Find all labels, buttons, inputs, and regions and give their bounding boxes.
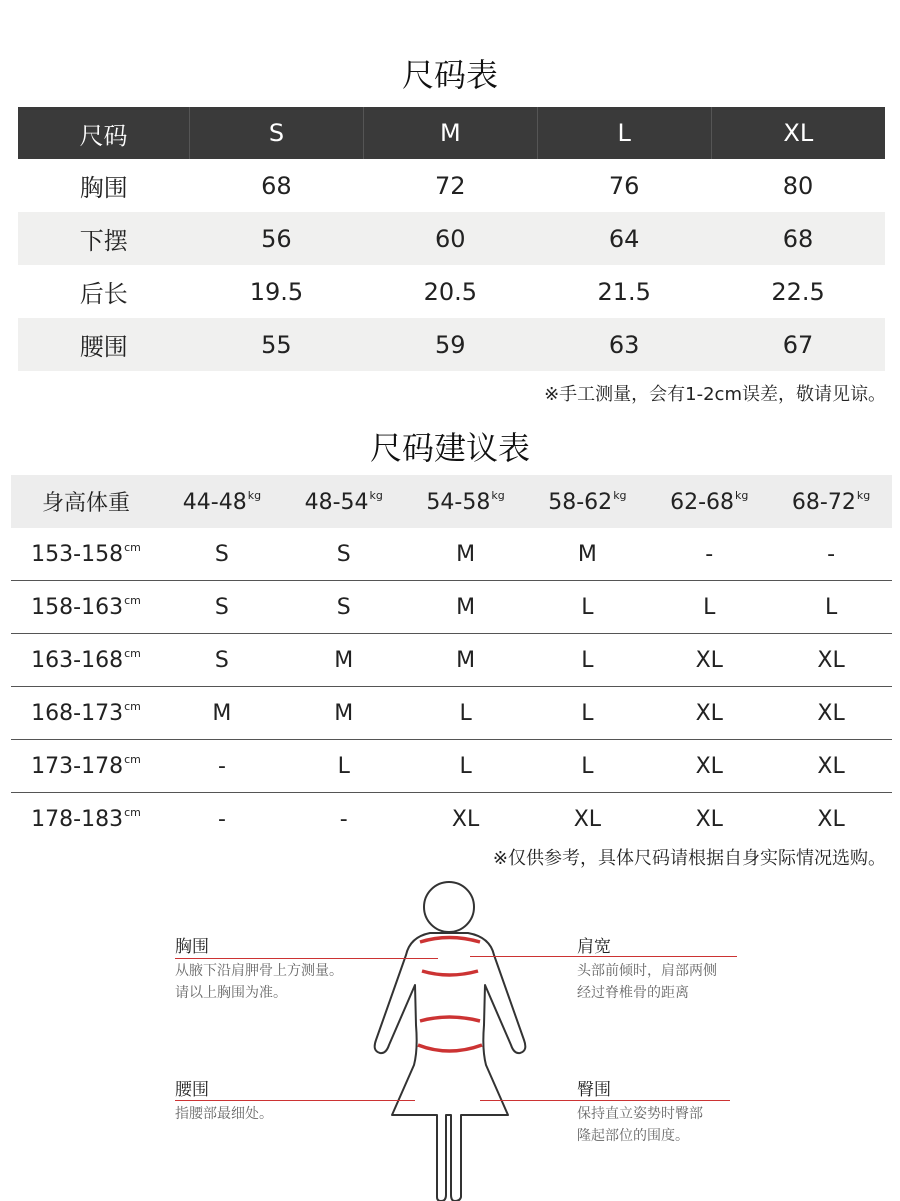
recommended-size: L	[526, 740, 648, 793]
recommended-size: M	[283, 687, 405, 740]
chest-measure-line	[422, 971, 478, 975]
hip-label: 臀围	[577, 1080, 611, 1100]
height-row	[11, 634, 892, 687]
weight-header-row	[11, 475, 892, 528]
recommended-size: -	[339, 806, 348, 832]
shoulder-description: 头部前倾时，肩部两侧 经过脊椎骨的距离	[577, 963, 717, 1001]
weight-unit: kg	[491, 488, 505, 502]
height-range: $173-178^{cm}$	[11, 740, 161, 793]
height-weight-corner: 身高体重	[11, 475, 161, 528]
size-chart-table	[18, 107, 885, 371]
size-header-row	[18, 107, 885, 159]
recommended-size: L	[526, 581, 648, 634]
chest-label: 胸围	[175, 937, 209, 957]
height-unit: cm	[124, 700, 141, 713]
head-shape	[424, 882, 474, 932]
height-row	[11, 793, 892, 846]
measurement-value: 22.5	[771, 277, 825, 306]
shoulder-measure-line	[420, 938, 480, 943]
weight-range-header: $62-68^{kg}$	[648, 475, 770, 528]
height-unit: cm	[124, 541, 141, 554]
recommended-size: S	[161, 528, 283, 581]
recommended-size: XL	[648, 634, 770, 687]
recommended-size: M	[526, 528, 648, 581]
weight-range-header: $44-48^{kg}$	[161, 475, 283, 528]
hip-leader-line	[480, 1100, 730, 1101]
weight-range-header: $54-58^{kg}$	[405, 475, 527, 528]
recommended-size: M	[161, 687, 283, 740]
height-range: $153-158^{cm}$	[11, 528, 161, 581]
measurement-value: 60	[363, 212, 537, 265]
recommended-size: M	[405, 581, 527, 634]
measurement-name: 腰围	[18, 318, 190, 371]
shoulder-label: 肩宽	[577, 937, 611, 957]
recommended-size: L	[405, 740, 527, 793]
recommended-size: M	[283, 634, 405, 687]
recommended-size: XL	[817, 806, 845, 832]
measurement-value: 72	[435, 171, 466, 200]
reference-note: ※仅供参考，具体尺码请根据自身实际情况选购。	[492, 848, 886, 869]
recommended-size: XL	[648, 687, 770, 740]
measurement-value: 64	[537, 212, 711, 265]
measurement-value: 68	[261, 171, 292, 200]
size-row	[18, 318, 885, 371]
height-row	[11, 740, 892, 793]
recommended-size: XL	[770, 740, 892, 793]
recommended-size: S	[283, 581, 405, 634]
recommended-size: XL	[451, 806, 480, 832]
measurement-name: 后长	[79, 280, 128, 308]
waist-leader-line	[175, 1100, 415, 1101]
weight-range-header: $68-72^{kg}$	[770, 475, 892, 528]
recommended-size: -	[648, 528, 770, 581]
torso-outline	[375, 933, 526, 1201]
recommended-size: M	[405, 528, 527, 581]
weight-unit: kg	[856, 488, 871, 502]
measurement-note: ※手工测量，会有1-2cm误差，敬请见谅。	[544, 384, 886, 405]
recommended-size: -	[161, 740, 283, 793]
recommended-size: L	[526, 634, 648, 687]
height-unit: cm	[124, 806, 141, 819]
recommended-size: L	[283, 740, 405, 793]
height-range: $163-168^{cm}$	[11, 634, 161, 687]
measurement-value: 19.5	[249, 277, 304, 306]
measurement-value: 80	[782, 171, 814, 200]
measurement-value: 59	[363, 318, 537, 371]
waist-label: 腰围	[175, 1080, 209, 1100]
recommended-size: XL	[770, 634, 892, 687]
size-row	[18, 159, 885, 212]
height-unit: cm	[124, 594, 141, 607]
measurement-value: 20.5	[423, 277, 478, 306]
size-header-cell: L	[537, 107, 711, 159]
weight-unit: kg	[369, 488, 383, 502]
recommended-size: XL	[648, 740, 770, 793]
waist-measure-line	[420, 1017, 480, 1021]
size-row	[18, 212, 885, 265]
recommended-size: L	[770, 581, 892, 634]
hip-description: 保持直立姿势时臀部 隆起部位的围度。	[577, 1106, 703, 1144]
weight-unit: kg	[735, 488, 749, 502]
size-header-cell: S	[190, 107, 364, 159]
recommended-size: S	[161, 581, 283, 634]
recommended-size: XL	[573, 806, 602, 832]
height-row	[11, 581, 892, 634]
height-unit: cm	[124, 647, 141, 660]
measurement-value: 67	[711, 318, 885, 371]
height-range: $158-163^{cm}$	[11, 581, 161, 634]
recommended-size: L	[648, 581, 770, 634]
measurement-value: 55	[190, 318, 364, 371]
measurement-name: 下摆	[18, 212, 190, 265]
size-chart-title: 尺码表	[401, 56, 498, 94]
recommended-size: L	[526, 687, 648, 740]
weight-range-header: $48-54^{kg}$	[283, 475, 405, 528]
recommended-size: -	[217, 806, 226, 832]
body-measurement-figure	[360, 875, 540, 1201]
recommended-size: S	[161, 634, 283, 687]
measurement-value: 56	[190, 212, 364, 265]
height-range: $178-183^{cm}$	[31, 806, 141, 832]
weight-unit: kg	[613, 488, 627, 502]
size-header-cell: M	[363, 107, 537, 159]
size-header-cell: 尺码	[18, 107, 190, 159]
chest-description: 从腋下沿肩胛骨上方测量。 请以上胸围为准。	[175, 963, 343, 1001]
recommendation-title: 尺码建议表	[369, 429, 530, 467]
size-recommendation-table	[11, 475, 892, 845]
weight-range-header: $58-62^{kg}$	[526, 475, 648, 528]
measurement-value: 68	[711, 212, 885, 265]
weight-unit: kg	[247, 488, 262, 502]
size-header-cell: XL	[711, 107, 885, 159]
height-row	[11, 528, 892, 581]
measurement-name: 胸围	[79, 174, 128, 202]
recommended-size: XL	[770, 687, 892, 740]
waist-description: 指腰部最细处。	[175, 1106, 273, 1122]
recommended-size: -	[770, 528, 892, 581]
recommended-size: L	[405, 687, 527, 740]
measurement-value: 76	[608, 171, 640, 200]
height-range: $168-173^{cm}$	[11, 687, 161, 740]
height-row	[11, 687, 892, 740]
hip-measure-line	[418, 1045, 482, 1051]
recommended-size: S	[283, 528, 405, 581]
recommended-size: XL	[695, 806, 723, 832]
height-unit: cm	[124, 753, 141, 766]
measurement-value: 63	[537, 318, 711, 371]
measurement-value: 21.5	[597, 277, 651, 306]
recommended-size: M	[405, 634, 527, 687]
chest-leader-line	[175, 958, 438, 959]
size-row	[18, 265, 885, 318]
